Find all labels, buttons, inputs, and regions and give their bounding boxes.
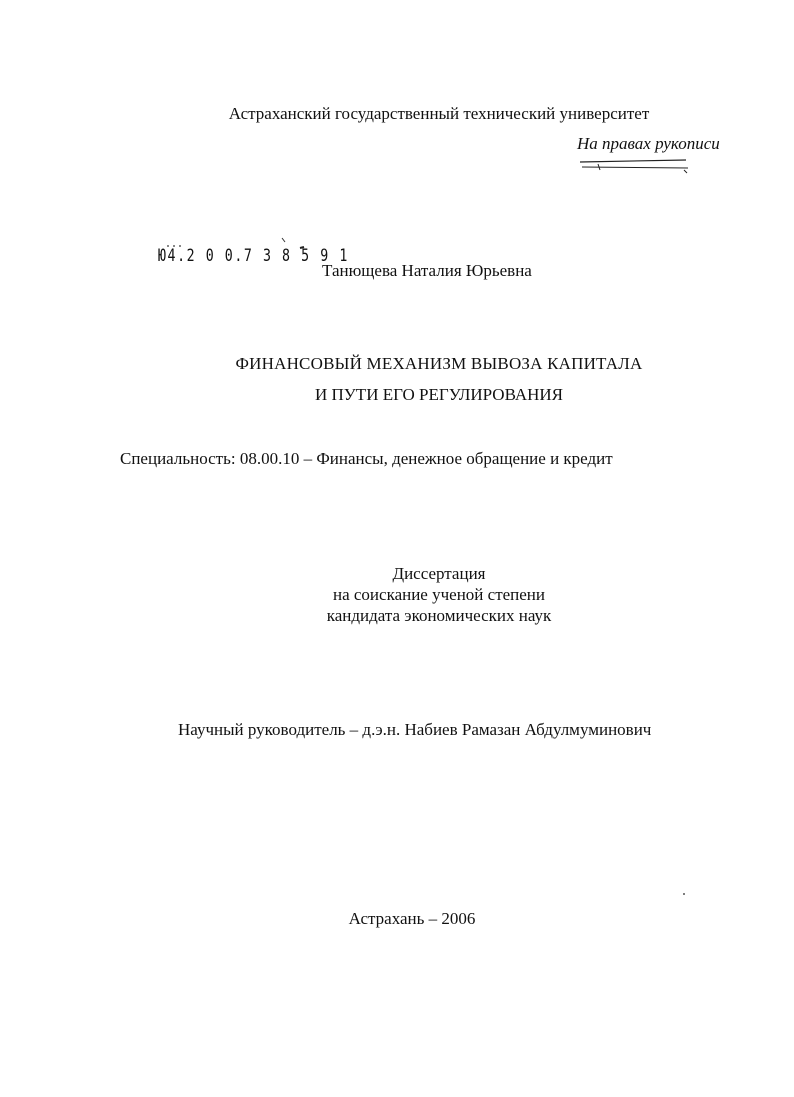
thesis-title-line-1: ФИНАНСОВЫЙ МЕХАНИЗМ ВЫВОЗА КАПИТАЛА (235, 354, 643, 373)
university-name: Астраханский государственный технический университет (228, 104, 650, 123)
scan-speck (683, 893, 685, 895)
dissertation-label: Диссертация (392, 564, 486, 583)
city-year: Астрахань – 2006 (348, 909, 476, 928)
manuscript-note: На правах рукописи (577, 134, 720, 153)
thesis-title-line-2: И ПУТИ ЕГО РЕГУЛИРОВАНИЯ (314, 385, 564, 404)
supervisor: Научный руководитель – д.э.н. Набиев Рамазан Абдулмуминович (178, 720, 652, 739)
degree-line: на соискание ученой степени (332, 585, 546, 604)
archive-number: Ю4.2 0 0.7 3 8 5 9 1 (158, 246, 349, 266)
underline-stroke-icon (578, 156, 690, 178)
degree-field-line: кандидата экономических наук (326, 606, 552, 625)
author-name: Танющева Наталия Юрьевна (322, 261, 532, 280)
specialty: Специальность: 08.00.10 – Финансы, денежное обращение и кредит (120, 449, 613, 468)
